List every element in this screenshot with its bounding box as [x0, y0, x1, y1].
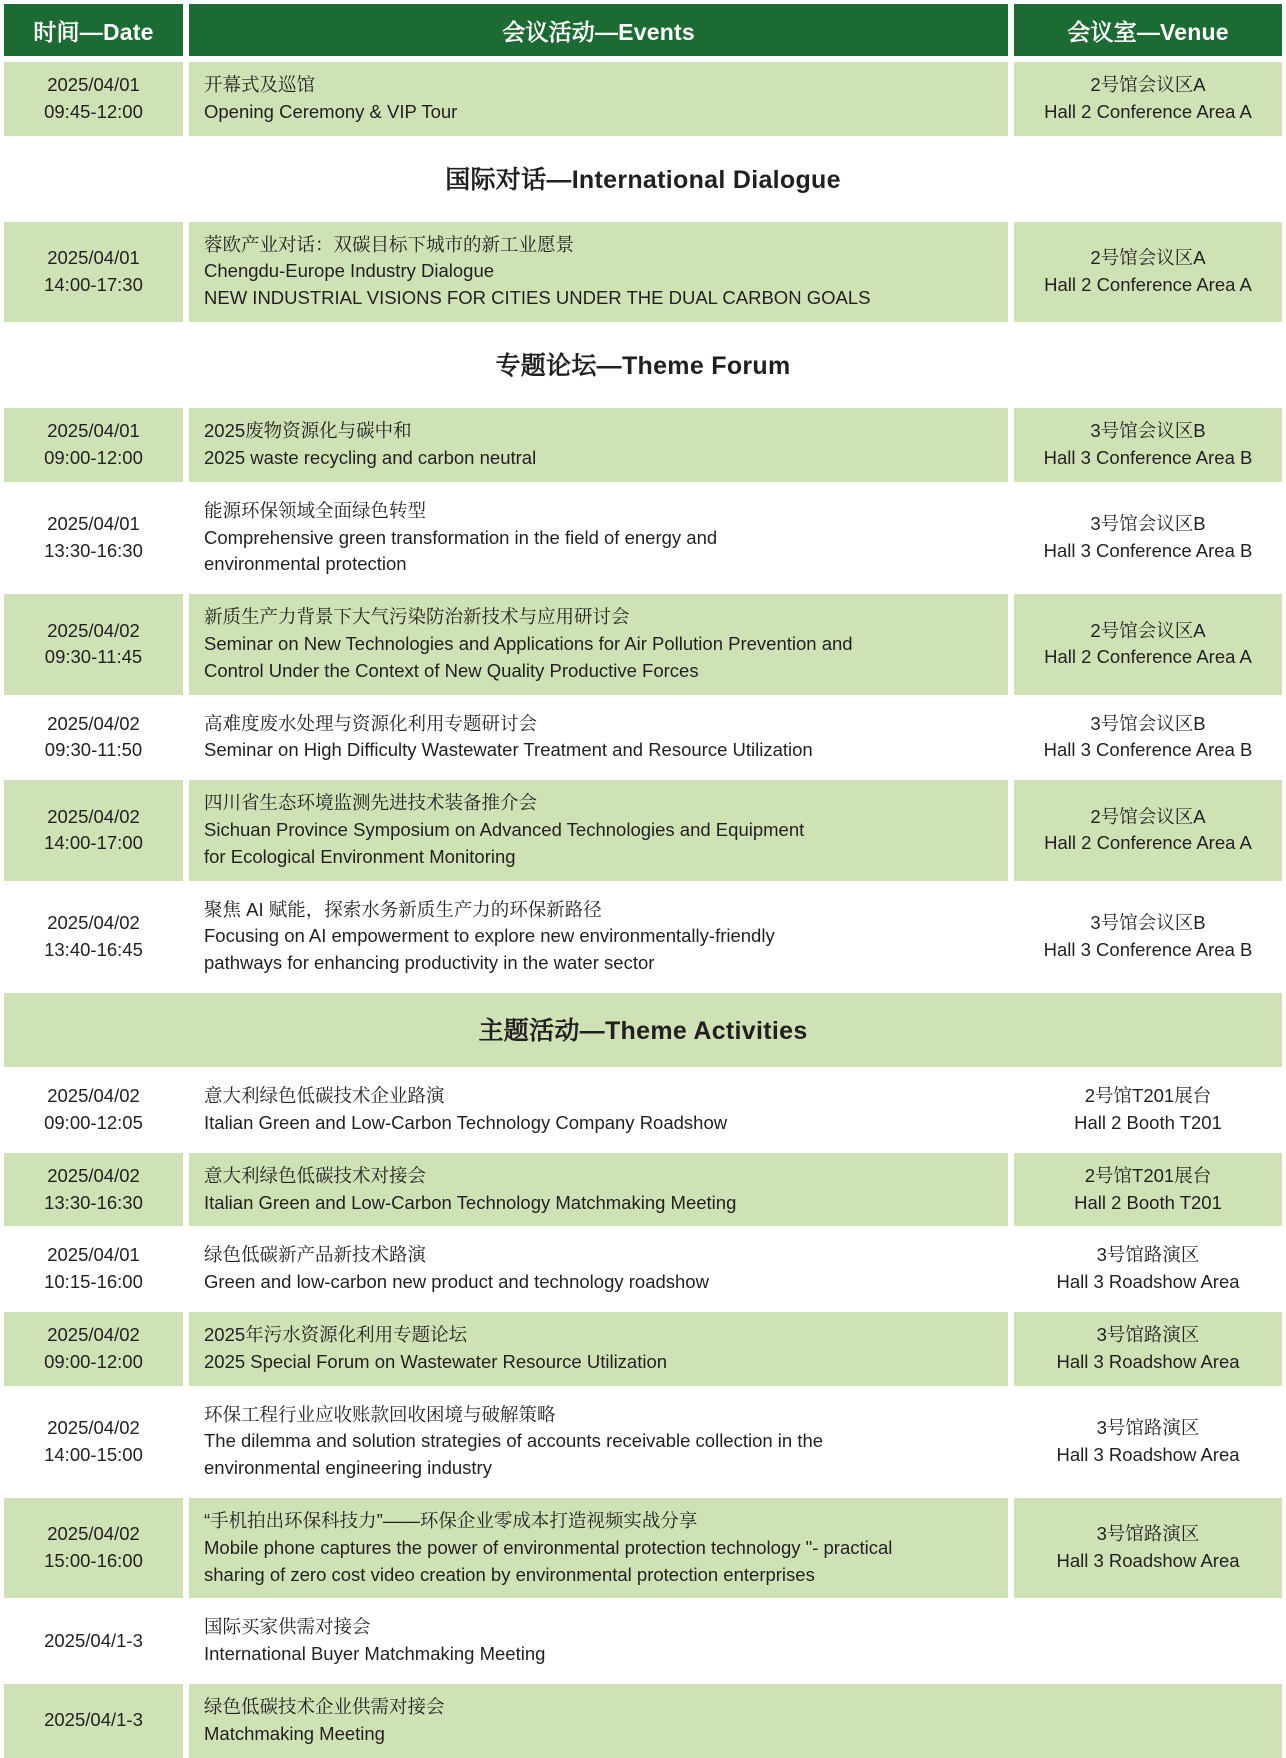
venue-zh: 2号馆T201展台 — [1084, 1085, 1212, 1107]
table-body — [4, 62, 1282, 1758]
date-line: 09:00-12:05 — [44, 1111, 143, 1133]
event-title-zh: 高难度废水处理与资源化利用专题研讨会 — [204, 712, 538, 734]
cell-date — [4, 887, 183, 987]
table-row — [4, 488, 1282, 588]
date-line: 09:00-12:00 — [44, 1350, 143, 1372]
event-title-en: Comprehensive green transformation in the field of energy and — [204, 526, 718, 548]
cell-event — [189, 1312, 1008, 1386]
cell-date — [4, 408, 183, 482]
cell-venue — [1014, 222, 1282, 322]
event-title-en: Chengdu-Europe Industry Dialogue — [204, 260, 495, 282]
event-title-en: Control Under the Context of New Quality Productive Forces — [204, 659, 699, 681]
date-line: 2025/04/01 — [47, 513, 140, 535]
date-line: 2025/04/01 — [47, 74, 140, 95]
date-line: 14:00-17:00 — [44, 832, 143, 854]
venue-en: Hall 3 Conference Area B — [1043, 539, 1253, 561]
date-line: 15:00-16:00 — [44, 1550, 143, 1572]
date-line: 13:30-16:30 — [44, 1191, 143, 1213]
event-title-zh: 蓉欧产业对话：双碳目标下城市的新工业愿景 — [204, 233, 575, 255]
event-title-en: Italian Green and Low-Carbon Technology Matchmaking Meeting — [204, 1191, 737, 1213]
venue-zh: 2号馆会议区A — [1090, 74, 1206, 95]
venue-en: Hall 3 Conference Area B — [1043, 938, 1253, 960]
cell-event — [189, 222, 1008, 322]
cell-date — [4, 594, 183, 694]
event-title-en: Opening Ceremony & VIP Tour — [204, 100, 458, 122]
venue-zh: 3号馆路演区 — [1096, 1416, 1200, 1438]
venue-en: Hall 3 Roadshow Area — [1056, 1350, 1240, 1372]
cell-date — [4, 1073, 183, 1147]
cell-venue — [1014, 594, 1282, 694]
cell-date — [4, 222, 183, 322]
event-title-zh: 国际买家供需对接会 — [204, 1616, 371, 1638]
event-title-zh: 四川省生态环境监测先进技术装备推介会 — [204, 792, 538, 814]
date-line: 2025/04/02 — [47, 805, 140, 827]
venue-en: Hall 2 Booth T201 — [1074, 1111, 1222, 1133]
event-title-zh: 2025废物资源化与碳中和 — [204, 420, 412, 442]
venue-zh: 3号馆路演区 — [1096, 1244, 1200, 1266]
cell-venue — [1014, 1312, 1282, 1386]
event-title-zh: 开幕式及巡馆 — [204, 74, 316, 95]
cell-event — [189, 1684, 1008, 1758]
cell-date — [4, 780, 183, 880]
cell-venue — [1014, 1073, 1282, 1147]
event-title-zh: 意大利绿色低碳技术对接会 — [204, 1164, 427, 1186]
event-title-zh: 环保工程行业应收账款回收困境与破解策略 — [204, 1403, 556, 1425]
cell-event — [189, 1153, 1008, 1227]
date-line: 2025/04/02 — [47, 912, 140, 934]
venue-en: Hall 3 Roadshow Area — [1056, 1271, 1240, 1293]
event-title-en: Mobile phone captures the power of environmental protection technology "- practical — [204, 1536, 893, 1558]
column-header-venue: 会议室—Venue — [1014, 4, 1282, 56]
table-header-row — [4, 4, 1282, 56]
event-title-en: environmental protection — [204, 553, 407, 575]
cell-event — [189, 408, 1008, 482]
venue-zh: 2号馆会议区A — [1090, 247, 1206, 269]
cell-date — [4, 1153, 183, 1227]
cell-date — [4, 1312, 183, 1386]
table-row — [4, 1498, 1282, 1598]
cell-venue — [1014, 408, 1282, 482]
event-title-en: sharing of zero cost video creation by environmental protection enterprises — [204, 1563, 815, 1585]
cell-venue — [1014, 1153, 1282, 1227]
event-title-en: for Ecological Environment Monitoring — [204, 845, 516, 867]
date-line: 2025/04/02 — [47, 1323, 140, 1345]
venue-en: Hall 2 Conference Area A — [1044, 832, 1252, 854]
venue-zh: 3号馆路演区 — [1096, 1523, 1200, 1545]
event-title-zh: 意大利绿色低碳技术企业路演 — [204, 1085, 445, 1107]
section-header-row: 国际对话—International Dialogue — [4, 142, 1282, 216]
date-line: 09:30-11:45 — [44, 646, 143, 668]
event-title-en: pathways for enhancing productivity in the water sector — [204, 952, 655, 974]
event-title-en: Focusing on AI empowerment to explore new environmentally-friendly — [204, 925, 775, 947]
table-row — [4, 701, 1282, 775]
cell-date — [4, 701, 183, 775]
date-line: 2025/04/02 — [47, 1416, 140, 1438]
event-title-en: NEW INDUSTRIAL VISIONS FOR CITIES UNDER THE DUAL CARBON GOALS — [204, 287, 871, 309]
cell-event — [189, 887, 1008, 987]
event-title-en: Seminar on High Difficulty Wastewater Treatment and Resource Utilization — [204, 739, 813, 761]
cell-date — [4, 1232, 183, 1306]
table-row — [4, 1392, 1282, 1492]
cell-date — [4, 62, 183, 136]
date-line: 2025/04/02 — [47, 712, 140, 734]
cell-event — [189, 1604, 1008, 1678]
date-line: 2025/04/02 — [47, 1164, 140, 1186]
date-line: 2025/04/02 — [47, 1523, 140, 1545]
cell-venue — [1014, 62, 1282, 136]
cell-venue — [1014, 1684, 1282, 1758]
table-row — [4, 780, 1282, 880]
date-line: 14:00-17:30 — [44, 273, 143, 295]
date-line: 09:30-11:50 — [44, 739, 143, 761]
venue-zh: 2号馆会议区A — [1090, 619, 1206, 641]
venue-zh: 3号馆会议区B — [1090, 712, 1206, 734]
section-header-row: 主题活动—Theme Activities — [4, 993, 1282, 1067]
date-line: 2025/04/01 — [47, 247, 140, 269]
venue-en: Hall 3 Conference Area B — [1043, 739, 1253, 761]
venue-en: Hall 3 Conference Area B — [1043, 446, 1253, 468]
table-row — [4, 1312, 1282, 1386]
date-line: 13:40-16:45 — [44, 938, 143, 960]
venue-en: Hall 2 Conference Area A — [1044, 646, 1252, 668]
event-title-en: Seminar on New Technologies and Applications for Air Pollution Prevention and — [204, 632, 853, 654]
event-title-en: International Buyer Matchmaking Meeting — [204, 1643, 546, 1665]
cell-date — [4, 1684, 183, 1758]
date-line: 2025/04/01 — [47, 420, 140, 442]
venue-zh: 2号馆T201展台 — [1084, 1164, 1212, 1186]
venue-zh: 3号馆会议区B — [1090, 513, 1206, 535]
cell-event — [189, 1498, 1008, 1598]
table-row — [4, 1153, 1282, 1227]
date-line: 13:30-16:30 — [44, 539, 143, 561]
cell-date — [4, 1392, 183, 1492]
venue-en: Hall 2 Conference Area A — [1044, 273, 1252, 295]
section-header-row: 专题论坛—Theme Forum — [4, 328, 1282, 402]
table-row — [4, 1073, 1282, 1147]
venue-en: Hall 2 Booth T201 — [1074, 1191, 1222, 1213]
event-title-en: 2025 Special Forum on Wastewater Resource Utilization — [204, 1350, 668, 1372]
event-title-en: Matchmaking Meeting — [204, 1722, 385, 1744]
event-title-en: environmental engineering industry — [204, 1457, 492, 1479]
venue-zh: 3号馆路演区 — [1096, 1323, 1200, 1345]
venue-en: Hall 2 Conference Area A — [1044, 100, 1252, 122]
event-title-en: Sichuan Province Symposium on Advanced Technologies and Equipment — [204, 819, 805, 840]
date-line: 2025/04/02 — [47, 1085, 140, 1107]
cell-venue — [1014, 887, 1282, 987]
event-title-zh: 绿色低碳技术企业供需对接会 — [204, 1696, 445, 1718]
cell-event — [189, 780, 1008, 880]
venue-en: Hall 3 Roadshow Area — [1056, 1443, 1240, 1465]
cell-event — [189, 594, 1008, 694]
date-line: 2025/04/1-3 — [44, 1629, 143, 1651]
cell-event — [189, 62, 1008, 136]
cell-event — [189, 1392, 1008, 1492]
event-title-zh: 绿色低碳新产品新技术路演 — [204, 1244, 427, 1266]
cell-event — [189, 1073, 1008, 1147]
date-line: 2025/04/02 — [47, 619, 140, 641]
table-row — [4, 1232, 1282, 1306]
column-header-events: 会议活动—Events — [189, 4, 1008, 56]
cell-venue — [1014, 488, 1282, 588]
event-title-zh: 新质生产力背景下大气污染防治新技术与应用研讨会 — [204, 606, 630, 628]
cell-date — [4, 488, 183, 588]
venue-zh: 2号馆会议区A — [1090, 805, 1206, 827]
date-line: 09:00-12:00 — [44, 446, 143, 468]
cell-venue — [1014, 780, 1282, 880]
date-line: 14:00-15:00 — [44, 1443, 143, 1465]
column-header-date: 时间—Date — [4, 4, 183, 56]
table-row — [4, 62, 1282, 136]
event-title-en: 2025 waste recycling and carbon neutral — [204, 446, 537, 468]
table-row — [4, 594, 1282, 694]
venue-zh: 3号馆会议区B — [1090, 420, 1206, 442]
cell-venue — [1014, 1604, 1282, 1678]
cell-event — [189, 701, 1008, 775]
table-row — [4, 1604, 1282, 1678]
event-title-zh: 聚焦 AI 赋能，探索水务新质生产力的环保新路径 — [204, 898, 602, 920]
event-title-zh: 2025年污水资源化利用专题论坛 — [204, 1323, 468, 1345]
event-title-en: The dilemma and solution strategies of accounts receivable collection in the — [204, 1430, 824, 1452]
table-row — [4, 1684, 1282, 1758]
date-line: 10:15-16:00 — [44, 1271, 143, 1293]
event-title-en: Green and low-carbon new product and technology roadshow — [204, 1271, 709, 1293]
venue-en: Hall 3 Roadshow Area — [1056, 1550, 1240, 1572]
venue-zh: 3号馆会议区B — [1090, 912, 1206, 934]
cell-venue — [1014, 701, 1282, 775]
table-row — [4, 222, 1282, 322]
event-title-zh: 能源环保领域全面绿色转型 — [204, 499, 427, 521]
date-line: 2025/04/1-3 — [44, 1709, 143, 1731]
cell-date — [4, 1604, 183, 1678]
cell-event — [189, 1232, 1008, 1306]
cell-event — [189, 488, 1008, 588]
event-title-en: Italian Green and Low-Carbon Technology Company Roadshow — [204, 1111, 728, 1133]
cell-venue — [1014, 1498, 1282, 1598]
table-row — [4, 887, 1282, 987]
table-row — [4, 408, 1282, 482]
cell-venue — [1014, 1392, 1282, 1492]
event-title-zh: “手机拍出环保科技力”——环保企业零成本打造视频实战分享 — [204, 1510, 698, 1531]
cell-venue — [1014, 1232, 1282, 1306]
date-line: 2025/04/01 — [47, 1244, 140, 1266]
date-line: 09:45-12:00 — [44, 100, 143, 122]
cell-date — [4, 1498, 183, 1598]
